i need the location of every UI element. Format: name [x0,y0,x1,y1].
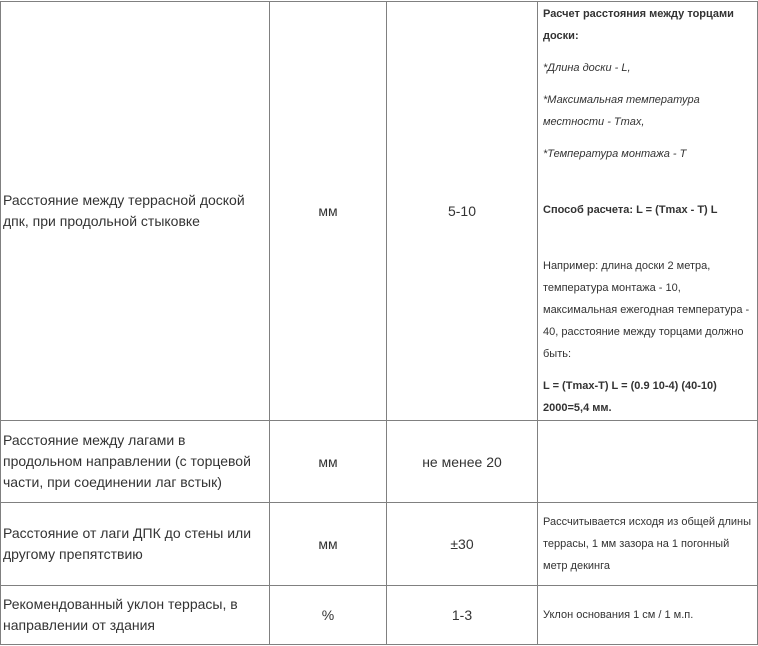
calc-method: Способ расчета: L = (Tmax - T) L [543,204,718,216]
table-row [1,2,758,421]
spacer [543,221,755,238]
spacer [543,238,755,255]
unit-cell: мм [270,2,387,421]
param-cell: Рекомендованный уклон террасы, в направлении от здания [1,586,270,645]
calc-result: L = (Tmax-T) L = (0.9 10-4) (40-10) 2000=5,4 мм. [543,380,717,414]
note-cell: Рассчитывается исходя из общей длины террасы, 1 мм зазора на 1 погонный метр декинга [538,503,758,586]
spacer [543,47,755,57]
specs-table [0,1,758,645]
unit-cell: мм [270,503,387,586]
param-cell: Расстояние между лагами в продольном направлении (с торцевой части, при соединении лаг встык) [1,421,270,503]
value-cell: 1-3 [387,586,538,645]
value-cell: 5-10 [387,2,538,421]
note-cell: Уклон основания 1 см / 1 м.п. [538,586,758,645]
table-row [1,586,758,645]
param-cell: Расстояние от лаги ДПК до стены или другому препятствию [1,503,270,586]
table-row [1,421,758,503]
spacer [543,133,755,143]
spacer [543,182,755,199]
spacer [543,365,755,375]
calc-example: Например: длина доски 2 метра, температура монтажа - 10, максимальная ежегодная температура - 40, расстояние между торцами должно быть: [543,260,750,360]
spacer [543,165,755,182]
var-tmax: *Максимальная температура местности - Tmax, [543,94,700,128]
spacer [543,79,755,89]
param-cell: Расстояние между террасной доской дпк, при продольной стыковке [1,2,270,421]
table-row [1,503,758,586]
calc-heading: Расчет расстояния между торцами доски: [543,8,734,42]
value-cell: не менее 20 [387,421,538,503]
var-length: *Длина доски - L, [543,62,631,74]
var-t: *Температура монтажа - T [543,148,687,160]
note-cell [538,421,758,503]
note-cell [538,2,758,421]
value-cell: ±30 [387,503,538,586]
unit-cell: мм [270,421,387,503]
unit-cell: % [270,586,387,645]
